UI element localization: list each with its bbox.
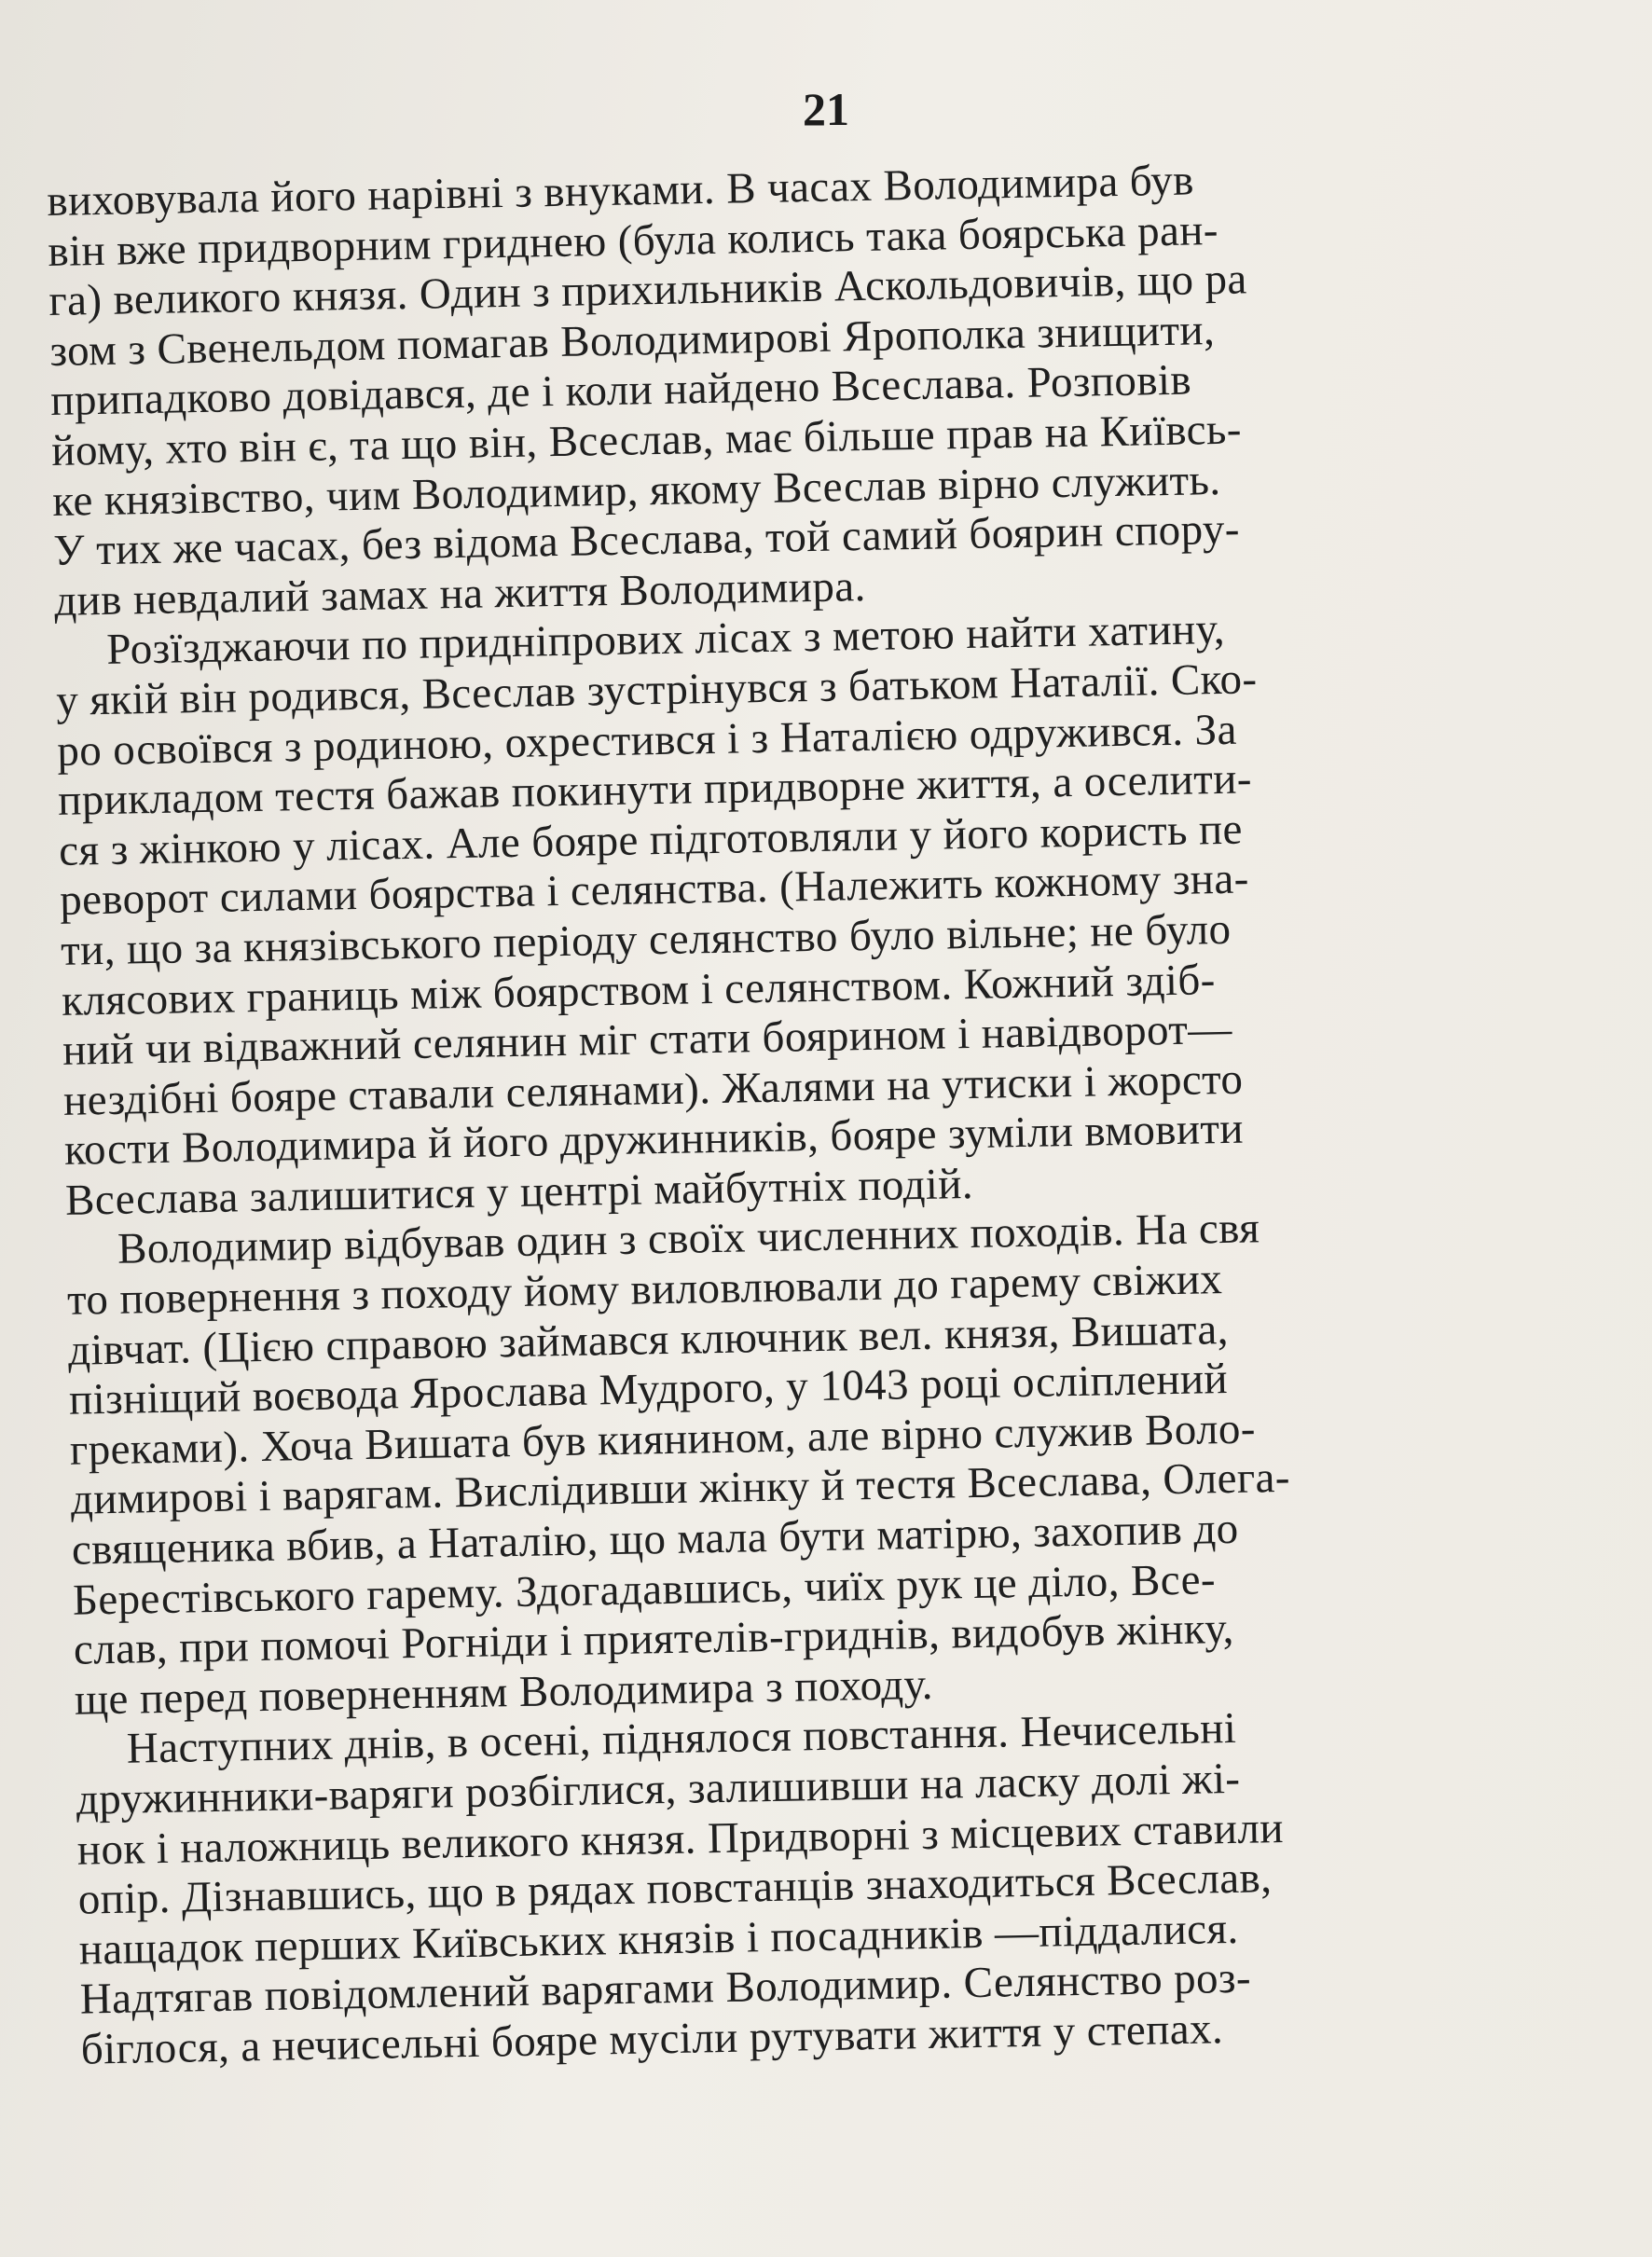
text-line: біглося, а нечисельні бояре мусіли рутувати життя у степах. xyxy=(80,2004,1224,2074)
text-line: клясових границь між боярством і селянством. Кожний здіб- xyxy=(61,955,1217,1025)
text-line: димирові і варягам. Вислідивши жінку й тестя Всеслава, Олега- xyxy=(70,1453,1291,1525)
text-line: Розїзджаючи по придніпрових лісах з метою найти хатину, xyxy=(105,605,1226,675)
text-line: нащадок перших Київських князів і посадників —піддалися. xyxy=(78,1904,1239,1975)
text-line: Наступних днів, в осені, піднялося повстання. Нечисельні xyxy=(126,1704,1237,1774)
text-line: ний чи відважний селянин міг стати боярином і навідворот— xyxy=(62,1004,1233,1075)
text-line: реворот силами боярства і селянства. (Належить кожному зна- xyxy=(59,854,1250,926)
text-line: Надтягав повідомлений варягами Володимир. Селянство роз- xyxy=(79,1954,1252,2025)
paragraph-2 xyxy=(55,599,1563,1226)
text-line: то повернення з походу йому виловлювали до гарему свіжих xyxy=(66,1255,1223,1325)
text-line: припадково довідався, де і коли найдено Всеслава. Розповів xyxy=(49,355,1192,426)
text-line: зом з Свенельдом помагав Володимирові Ярополка знищити, xyxy=(48,305,1216,376)
text-line: він вже придворним гриднею (була колись така боярська ран- xyxy=(47,205,1219,276)
text-line: у якій він родився, Всеслав зустрінувся з батьком Наталії. Ско- xyxy=(55,654,1258,725)
text-line: йому, хто він є, та що він, Всеслав, має більше прав на Київсь- xyxy=(50,405,1243,475)
text-line: У тих же часах, без відома Всеслава, той самий боярин спору- xyxy=(52,504,1241,576)
text-line: священика вбив, а Наталію, що мала бути матірю, захопив до xyxy=(71,1504,1239,1575)
text-line: ся з жінкою у лісах. Але бояре підготовляли у його користь пе xyxy=(58,805,1244,875)
paragraph-4 xyxy=(75,1699,1577,2076)
text-line: нездібні бояре ставали селянами). Жалями на утиски і жорсто xyxy=(62,1054,1244,1125)
text-line: ще перед поверненням Володимира з походу. xyxy=(74,1659,934,1725)
text-line: Володимир відбував один з своїх численних походів. На свя xyxy=(117,1204,1260,1274)
paragraph-3 xyxy=(66,1199,1572,1726)
text-line: виховувала його нарівні з внуками. В часах Володимира був xyxy=(47,156,1195,226)
page-number: 21 xyxy=(803,83,849,135)
text-line: див невдалий замах на життя Володимира. xyxy=(53,561,867,626)
text-line: греками). Хоча Вишата був киянином, але вірно служив Воло- xyxy=(69,1404,1257,1475)
text-line: ти, що за князівського періоду селянство було вільне; не було xyxy=(60,904,1232,975)
body-text xyxy=(47,150,1577,2076)
paragraph-1 xyxy=(47,150,1551,627)
text-line: дружинники-варяги розбіглися, залишивши на ласку долі жі- xyxy=(76,1754,1241,1824)
text-line: нок і наложниць великого князя. Придворні з місцевих ставили xyxy=(76,1803,1285,1875)
text-line: кости Володимира й його дружинників, бояре зуміли вмовити xyxy=(63,1104,1245,1176)
text-line: Всеслава залишитися у центрі майбутніх подій. xyxy=(64,1159,974,1225)
text-line: дівчат. (Цією справою займався ключник вел. князя, Вишата, xyxy=(67,1304,1230,1375)
text-line: га) великого князя. Один з прихильників Аскольдовичів, що ра xyxy=(48,255,1248,326)
text-line: ке князівство, чим Володимир, якому Всеслав вірно служить. xyxy=(51,455,1221,526)
text-line: пізніщий воєвода Ярослава Мудрого, у 1043 році осліплений xyxy=(68,1355,1229,1425)
text-line: Берестівського гарему. Здогадавшись, чиїх рук це діло, Все- xyxy=(72,1554,1217,1625)
text-line: слав, при помочі Рогніди і приятелів-гриднів, видобув жінку, xyxy=(73,1604,1235,1674)
text-line: опір. Дізнавшись, що в рядах повстанців знаходиться Всеслав, xyxy=(77,1853,1273,1924)
text-line: ро освоївся з родиною, охрестився і з Наталією одружився. За xyxy=(56,705,1238,776)
text-line: прикладом тестя бажав покинути придворне життя, а оселити- xyxy=(57,754,1253,826)
